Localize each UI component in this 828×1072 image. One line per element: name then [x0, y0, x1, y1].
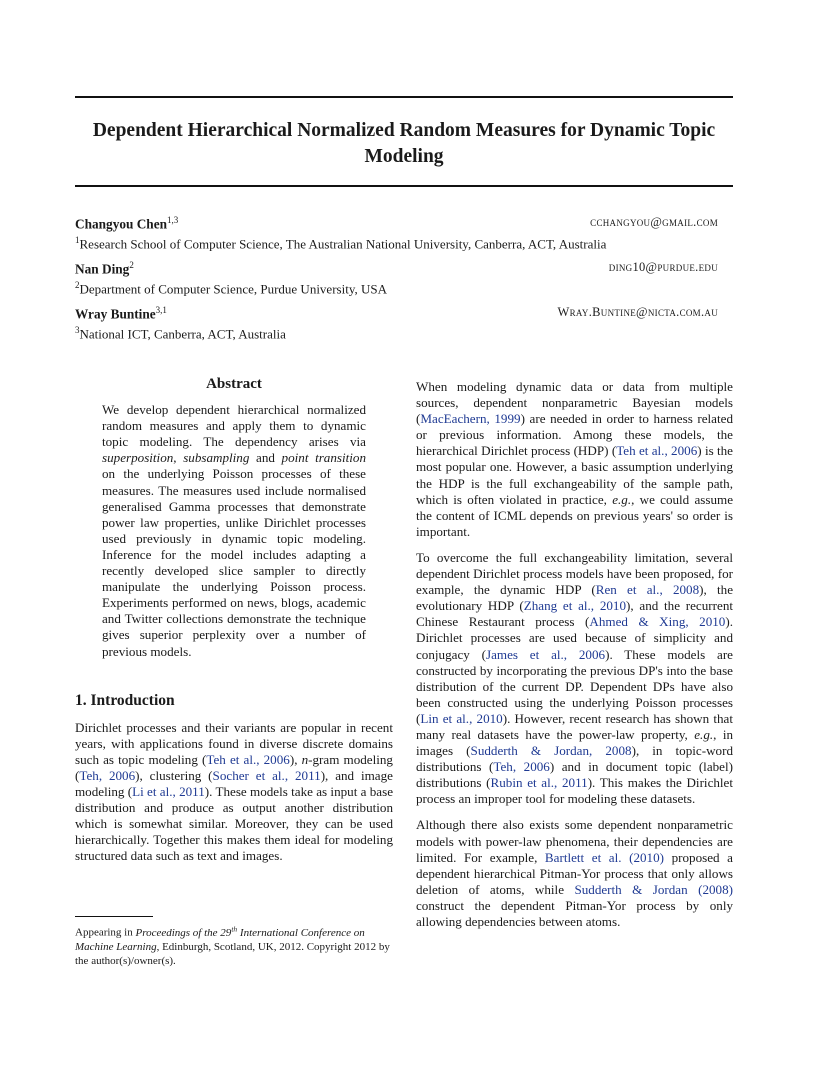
citation-link[interactable]: MacEachern, 1999	[420, 411, 521, 427]
author-email[interactable]: ding10@purdue.edu	[608, 260, 718, 274]
author-email[interactable]: Wray.Buntine@nicta.com.au	[557, 305, 718, 319]
citation-link[interactable]: James et al., 2006	[485, 646, 606, 662]
author-name: Wray Buntine$^{3,1}$	[75, 305, 167, 322]
title-rule-bottom	[75, 185, 733, 187]
author-email[interactable]: cchangyou@gmail.com	[590, 215, 718, 229]
footnote-rule	[75, 916, 153, 917]
author-name: Nan Ding$^2$	[75, 260, 134, 277]
abstract-body: We develop dependent hierarchical normalized random measures and apply them to dynamic topic modeling. The dependency arises via superposition, subsampling and point transition on the underlying Poisson processes of these measures. The measures used include normalised generalised Gamma processes that demonstrate power law properties, unlike Dirichlet processes used previously in dynamic topic modeling. Inference for the model includes adapting a recently developed slice sampler to directly manipulate the underlying Poisson process. Experiments performed on news, blogs, academic and Twitter collections demonstrate the technique gives superior perplexity over a number of previous models.	[102, 402, 367, 659]
citation-link[interactable]: Rubin et al., 2011	[490, 775, 588, 791]
author-row	[75, 215, 718, 233]
citation-link[interactable]: Sudderth & Jordan, 2008	[470, 743, 632, 759]
author-row	[75, 260, 718, 278]
right-column	[416, 379, 733, 940]
body-paragraph: When modeling dynamic data or data from multiple sources, dependent nonparametric Bayesian models (MacEachern, 1999) are needed in order to harness related or previous information. Among these models, the hierarchical Dirichlet process (HDP) (Teh et al., 2006) is the most popular one. However, a basic assumption underlying the HDP is the full exchangeability of the sample path, which is often violated in practice, e.g., we could assume the content of ICML depends on previous years' so order is important.	[416, 379, 734, 539]
citation-link[interactable]: Teh, 2006	[79, 767, 136, 783]
author-name: Changyou Chen$^{1,3}$	[75, 215, 179, 232]
section-heading-introduction: 1. Introduction	[75, 691, 175, 709]
citation-link[interactable]: Li et al., 2011	[132, 784, 205, 800]
citation-link[interactable]: Teh et al., 2006	[206, 751, 290, 767]
body-paragraph: Although there also exists some dependent nonparametric models with power-law phenomena, their dependencies are limited. For example, Bartlett et al. (2010) proposed a dependent hierarchical Pitman-Yor process that only allows deletion of atoms, while Sudderth & Jordan (2008) construct the dependent Pitman-Yor process by only allowing dependencies between atoms.	[416, 817, 733, 929]
citation-link[interactable]: Ren et al., 2008	[595, 582, 700, 598]
footnote: Appearing in Proceedings of the 29th International Conference on Machine Learning, Edinburgh, Scotland, UK, 2012. Copyright 2012 by the author(s)/owner(s).	[75, 924, 390, 967]
citation-link[interactable]: Teh et al., 2006	[616, 443, 698, 459]
citation-link[interactable]: Ahmed & Xing, 2010	[589, 614, 726, 630]
citation-link[interactable]: Zhang et al., 2010	[523, 598, 627, 614]
paper-title: Dependent Hierarchical Normalized Random Measures for Dynamic Topic Modeling	[92, 120, 716, 167]
body-paragraph: To overcome the full exchangeability limitation, several dependent Dirichlet process models have been proposed, for example, the dynamic HDP (Ren et al., 2008), the evolutionary HDP (Zhang et al., 2010), and the recurrent Chinese Restaurant process (Ahmed & Xing, 2010). Dirichlet processes are used because of simplicity and conjugacy (James et al., 2006). These models are constructed by incorporating the previous DP's into the base distribution of the current DP. Dependent DPs have also been constructed using the underlying Poisson processes (Lin et al., 2010). However, recent research has shown that many real datasets have the power-law property, e.g., in images (Sudderth & Jordan, 2008), in topic-word distributions (Teh, 2006) and in document topic (label) distributions (Rubin et al., 2011). This makes the Dirichlet process an improper tool for modeling these datasets.	[416, 549, 734, 807]
citation-link[interactable]: Sudderth & Jordan (2008)	[574, 881, 733, 897]
author-row	[75, 305, 718, 323]
citation-link[interactable]: Lin et al., 2010	[420, 710, 503, 726]
citation-link[interactable]: Bartlett et al. (2010)	[544, 849, 665, 865]
abstract-heading: Abstract	[206, 376, 262, 392]
author-affiliation: $^3$National ICT, Canberra, ACT, Australia	[75, 325, 286, 342]
intro-paragraph: Dirichlet processes and their variants are popular in recent years, with applications found in diverse discrete domains such as topic modeling (Teh et al., 2006), n-gram modeling (Teh, 2006), clustering (Socher et al., 2011), and image modeling (Li et al., 2011). These models take as input a base distribution and produce as output another distribution which is somewhat similar. Moreover, they can be used hierarchically. Together this makes them ideal for modeling structured data such as text and images.	[75, 719, 394, 864]
citation-link[interactable]: Teh, 2006	[493, 759, 550, 775]
citation-link[interactable]: Socher et al., 2011	[212, 767, 321, 783]
author-affiliation: $^1$Research School of Computer Science, The Australian National University, Canberra, ACT, Australia	[75, 235, 607, 252]
left-column	[75, 376, 393, 865]
author-affiliation: $^2$Department of Computer Science, Purdue University, USA	[75, 280, 387, 297]
title-rule-top	[75, 96, 733, 98]
